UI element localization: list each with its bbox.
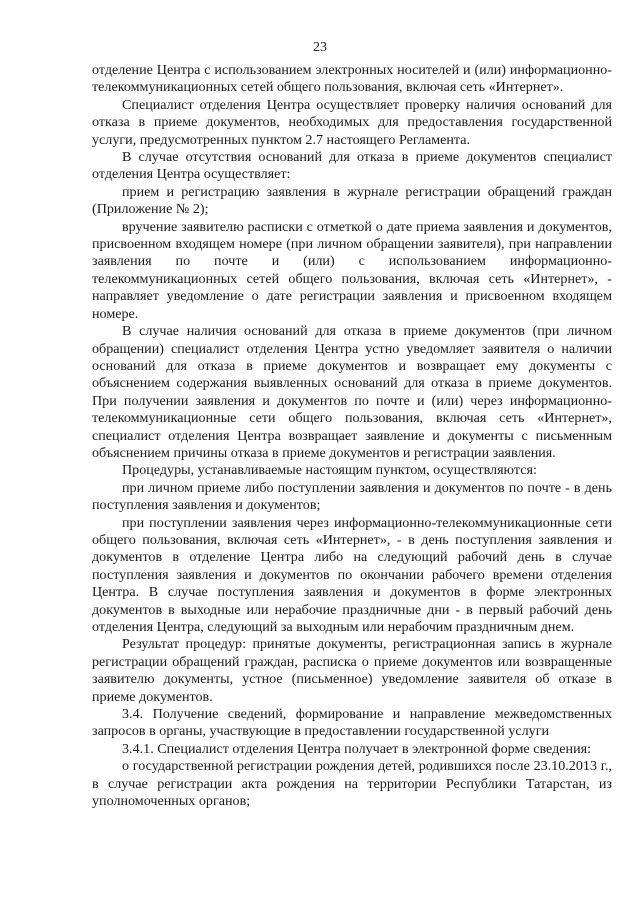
- paragraph-no-grounds-intro: В случае отсутствия оснований для отказа в приеме документов специалист отделения Центра осуществляет:: [92, 149, 612, 183]
- section-heading-3-4-1: 3.4.1. Специалист отделения Центра получает в электронной форме сведения:: [122, 740, 592, 757]
- paragraph-result: Результат процедур: принятые документы, регистрационная запись в журнале регистрации обращений граждан, расписка о приеме документов или возвращенные заявителю документы, устное (письменное) уведомление заявителя об отказе в приеме документов.: [92, 636, 612, 705]
- paragraph-procedures-intro: Процедуры, устанавливаемые настоящим пунктом, осуществляются:: [122, 462, 537, 479]
- paragraph-internet-submission: при поступлении заявления через информационно-телекоммуникационные сети общего пользования, включая сеть «Интернет», - в день поступления заявления и документов в отделение Центра либо на следующий рабочий день в случае поступления заявления и документов по окончании рабочего времени отделения Центра. В случае поступления заявления и документов в форме электронных документов в выходные или нерабочие праздничные дни - в первый рабочий день отделения Центра, следующий за выходным или нерабочим праздничным днем.: [92, 514, 612, 635]
- paragraph-registration: прием и регистрацию заявления в журнале регистрации обращений граждан (Приложение № 2);: [92, 183, 612, 218]
- paragraph-verification: Специалист отделения Центра осуществляет проверку наличия оснований для отказа в приеме документов, необходимых для предоставления государственной услуги, предусмотренных пунктом 2.7 настоящего Регламента.: [92, 96, 612, 148]
- paragraph-receipt: вручение заявителю расписки с отметкой о дате приема заявления и документов, присвоенном входящем номере (при личном обращении заявителя), при направлении заявления по почте и (или) с использованием информационно-телекоммуникационных сетей общего пользования, включая сеть «Интернет», - направляет уведомление о дате регистрации заявления и присвоенном входящем номере.: [92, 218, 612, 322]
- paragraph-refusal: В случае наличия оснований для отказа в приеме документов (при личном обращении) специалист отделения Центра устно уведомляет заявителя о наличии оснований для отказа в приеме документов и возвращает ему документы с объяснением содержания выявленных оснований для отказа в приеме документов. При получении заявления и документов по почте и (или) через информационно-телекоммуникационные сети общего пользования, включая сеть «Интернет», специалист отделения Центра возвращает заявление и документы с письменным объяснением причины отказа в приеме документов и регистрации заявления.: [92, 323, 612, 461]
- section-heading-3-4: 3.4. Получение сведений, формирование и направление межведомственных запросов в органы, участвующие в предоставлении государственной услуги: [92, 706, 612, 740]
- paragraph-personal-reception: при личном приеме либо поступлении заявления и документов по почте - в день поступления заявления и документов;: [92, 479, 612, 514]
- page-number: 23: [313, 40, 327, 55]
- paragraph-continuation: отделение Центра с использованием электронных носителей и (или) информационно-телекоммуникационных сетей общего пользования, включая сеть «Интернет».: [92, 62, 612, 96]
- paragraph-birth-registration: о государственной регистрации рождения детей, родившихся после 23.10.2013 г., в случае регистрации акта рождения на территории Республики Татарстан, из уполномоченных органов;: [92, 758, 612, 810]
- document-body: [92, 62, 612, 810]
